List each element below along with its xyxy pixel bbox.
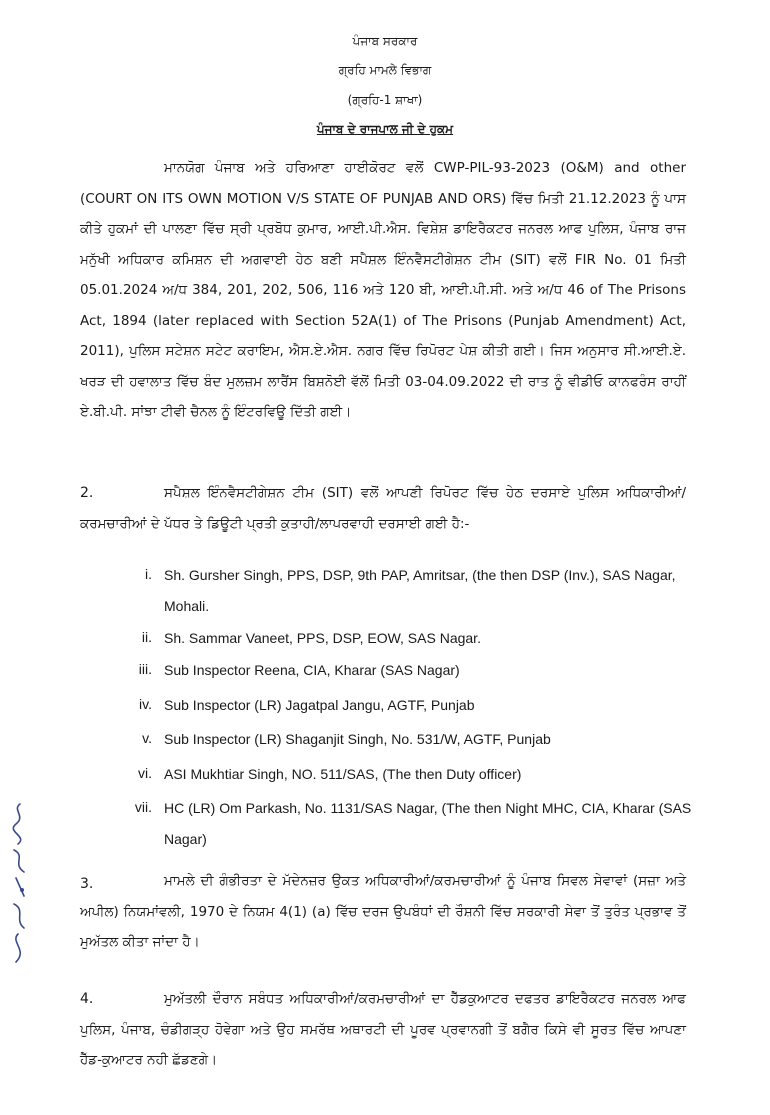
list-item: ASI Mukhtiar Singh, NO. 511/SAS, (The then Duty officer) bbox=[164, 766, 522, 782]
list-item: Sub Inspector (LR) Shaganjit Singh, No. 531/W, AGTF, Punjab bbox=[164, 731, 551, 747]
list-item-number: vi. bbox=[138, 765, 152, 781]
list-item-number: i. bbox=[145, 566, 152, 582]
header-branch: (ਗ੍ਰਹਿ-1 ਸ਼ਾਖਾ) bbox=[347, 93, 423, 107]
paragraph-4: ਮੁਅੱਤਲੀ ਦੌਰਾਨ ਸਬੰਧਤ ਅਧਿਕਾਰੀਆਂ/ਕਰਮਚਾਰੀਆਂ ਦਾ ਹੈੱਡਕੁਆਟਰ ਦਫਤਰ ਡਾਇਰੈਕਟਰ ਜਨਰਲ ਆਫ ਪੁਲਿਸ, ਪੰਜਾਬ, ਚੰਡੀਗੜ੍ਹ ਹੋਵੇਗਾ ਅਤੇ ਉਹ ਸਮਰੱਥ ਅਥਾਰਟੀ ਦੀ ਪੂਰਵ ਪ੍ਰਵਾਨਗੀ ਤੋਂ ਬਗੈਰ ਕਿਸੇ ਵੀ ਸੂਰਤ ਵਿੱਚ ਆਪਣਾ ਹੈੱਡ-ਕੁਆਟਰ ਨਹੀ ਛੱਡਣਗੇ। bbox=[80, 991, 686, 1068]
header-department: ਗ੍ਰਹਿ ਮਾਮਲੇ ਵਿਭਾਗ bbox=[338, 63, 432, 77]
paragraph-4-number: 4. bbox=[80, 991, 94, 1007]
list-item: HC (LR) Om Parkash, No. 1131/SAS Nagar, (The then Night MHC, CIA, Kharar (SAS Nagar) bbox=[164, 800, 692, 847]
document-title: ਪੰਜਾਬ ਦੇ ਰਾਜਪਾਲ ਜੀ ਦੇ ਹੁਕਮ bbox=[316, 122, 454, 136]
paragraph-2: ਸਪੈਸ਼ਲ ਇੰਨਵੈਸਟੀਗੇਸ਼ਨ ਟੀਮ (SIT) ਵਲੋਂ ਆਪਣੀ ਰਿਪੋਰਟ ਵਿੱਚ ਹੇਠ ਦਰਸਾਏ ਪੁਲਿਸ ਅਧਿਕਾਰੀਆਂ/ਕਰਮਚਾਰੀਆਂ ਦੇ ਪੱਧਰ ਤੇ ਡਿਊਟੀ ਪ੍ਰਤੀ ਕੁਤਾਹੀ/ਲਾਪਰਵਾਹੀ ਦਰਸਾਈ ਗਈ ਹੈ:- bbox=[80, 485, 686, 532]
header-government: ਪੰਜਾਬ ਸਰਕਾਰ bbox=[352, 34, 418, 48]
paragraph-3: ਮਾਮਲੇ ਦੀ ਗੰਭੀਰਤਾ ਦੇ ਮੱਦੇਨਜ਼ਰ ਉਕਤ ਅਧਿਕਾਰੀਆਂ/ਕਰਮਚਾਰੀਆਂ ਨੂੰ ਪੰਜਾਬ ਸਿਵਲ ਸੇਵਾਵਾਂ (ਸਜ਼ਾ ਅਤੇ ਅਪੀਲ) ਨਿਯਮਾਂਵਲੀ, 1970 ਦੇ ਨਿਯਮ 4(1) (a) ਵਿੱਚ ਦਰਜ ਉਪਬੰਧਾਂ ਦੀ ਰੌਸ਼ਨੀ ਵਿੱਚ ਸਰਕਾਰੀ ਸੇਵਾ ਤੋਂ ਤੁਰੰਤ ਪ੍ਰਭਾਵ ਤੋਂ ਮੁਅੱਤਲ ਕੀਤਾ ਜਾਂਦਾ ਹੈ। bbox=[80, 873, 686, 950]
paragraph-3-number: 3. bbox=[80, 876, 94, 892]
list-item-number: ii. bbox=[141, 629, 152, 645]
list-item: Sub Inspector Reena, CIA, Kharar (SAS Nagar) bbox=[164, 662, 460, 678]
handwritten-signature bbox=[6, 800, 34, 970]
list-item: Sh. Sammar Vaneet, PPS, DSP, EOW, SAS Nagar. bbox=[164, 630, 481, 646]
list-item-number: iv. bbox=[139, 696, 152, 712]
list-item: Sub Inspector (LR) Jagatpal Jangu, AGTF, Punjab bbox=[164, 697, 475, 713]
list-item-number: vii. bbox=[134, 799, 152, 815]
list-item: Sh. Gursher Singh, PPS, DSP, 9th PAP, Amritsar, (the then DSP (Inv.), SAS Nagar, Mohali. bbox=[164, 567, 676, 614]
paragraph-2-number: 2. bbox=[80, 485, 94, 501]
list-item-number: v. bbox=[142, 730, 152, 746]
list-item-number: iii. bbox=[138, 661, 152, 677]
paragraph-1: ਮਾਨਯੋਗ ਪੰਜਾਬ ਅਤੇ ਹਰਿਆਣਾ ਹਾਈਕੋਰਟ ਵਲੋਂ CWP-PIL-93-2023 (O&M) and other (COURT ON ITS OWN MOTION V/S STATE OF PUNJAB AND ORS) ਵਿੱਚ ਮਿਤੀ 21.12.2023 ਨੂੰ ਪਾਸ ਕੀਤੇ ਹੁਕਮਾਂ ਦੀ ਪਾਲਣਾ ਵਿੱਚ ਸ੍ਰੀ ਪ੍ਰਬੋਧ ਕੁਮਾਰ, ਆਈ.ਪੀ.ਐਸ. ਵਿਸ਼ੇਸ਼ ਡਾਇਰੈਕਟਰ ਜਨਰਲ ਆਫ ਪੁਲਿਸ, ਪੰਜਾਬ ਰਾਜ ਮਨੁੱਖੀ ਅਧਿਕਾਰ ਕਮਿਸ਼ਨ ਦੀ ਅਗਵਾਈ ਹੇਠ ਬਣੀ ਸਪੈਸ਼ਲ ਇੰਨਵੈਸਟੀਗੇਸ਼ਨ ਟੀਮ (SIT) ਵਲੋਂ FIR No. 01 ਮਿਤੀ 05.01.2024 ਅ/ਧ 384, 201, 202, 506, 116 ਅਤੇ 120 ਬੀ, ਆਈ.ਪੀ.ਸੀ. ਅਤੇ ਅ/ਧ 46 of The Prisons Act, 1894 (later replaced with Section 52A(1) of The Prisons (Punjab Amendment) Act, 2011), ਪੁਲਿਸ ਸਟੇਸ਼ਨ ਸਟੇਟ ਕਰਾਇਮ, ਐਸ.ਏ.ਐਸ. ਨਗਰ ਵਿੱਚ ਰਿਪੋਰਟ ਪੇਸ਼ ਕੀਤੀ ਗਈ। ਜਿਸ ਅਨੁਸਾਰ ਸੀ.ਆਈ.ਏ. ਖਰੜ ਦੀ ਹਵਾਲਾਤ ਵਿੱਚ ਬੰਦ ਮੁਲਜ਼ਮ ਲਾਰੈਂਸ ਬਿਸ਼ਨੋਈ ਵੱਲੋਂ ਮਿਤੀ 03-04.09.2022 ਦੀ ਰਾਤ ਨੂੰ ਵੀਡੀਓ ਕਾਨਫਰੰਸ ਰਾਹੀਂ ਏ.ਬੀ.ਪੀ. ਸਾਂਝਾ ਟੀਵੀ ਚੈਨਲ ਨੂੰ ਇੰਟਰਵਿਊ ਦਿੱਤੀ ਗਈ। bbox=[80, 160, 686, 420]
